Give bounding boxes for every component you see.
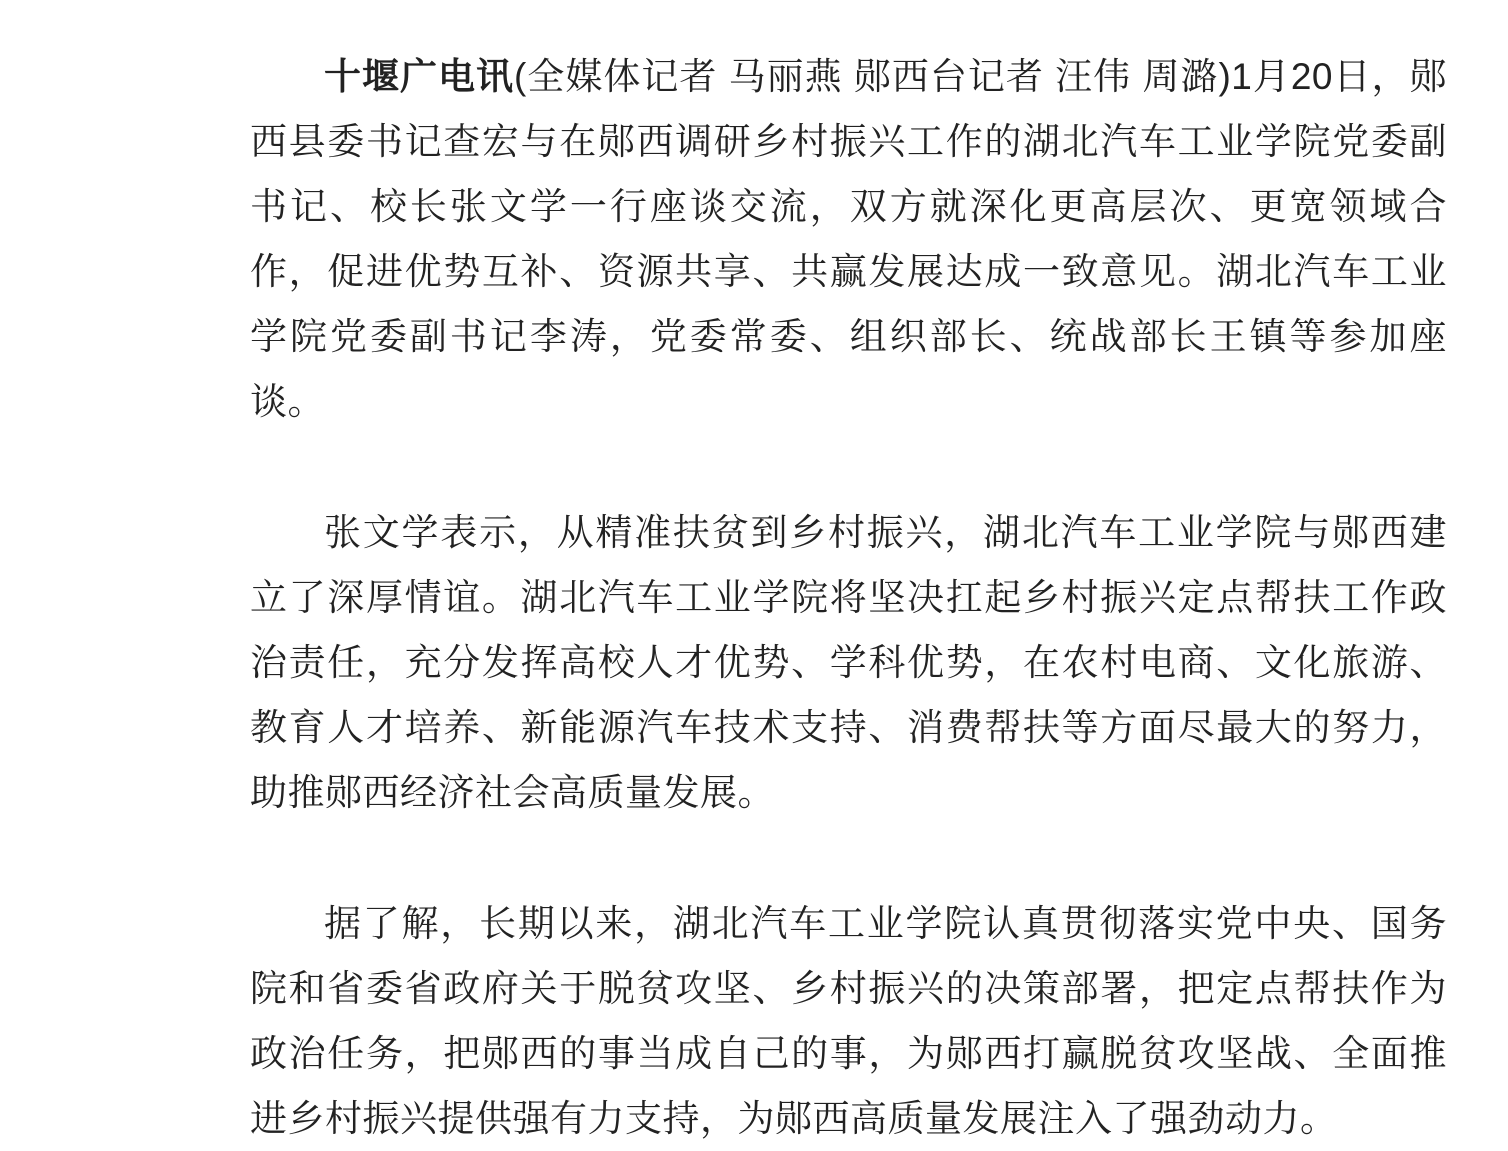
paragraph-text: 据了解，长期以来，湖北汽车工业学院认真贯彻落实党中央、国务院和省委省政府关于脱贫攻坚、乡村振兴的决策部署，把定点帮扶作为政治任务，把郧西的事当成自己的事，为郧西打赢脱贫攻坚战、全面推进乡村振兴提供强有力支持，为郧西高质量发展注入了强劲动力。 xyxy=(250,903,1447,1139)
paragraph-text: (全媒体记者 马丽燕 郧西台记者 汪伟 周潞)1月20日，郧西县委书记查宏与在郧西调研乡村振兴工作的湖北汽车工业学院党委副书记、校长张文学一行座谈交流，双方就深化更高层次、更宽领域合作，促进优势互补、资源共享、共赢发展达成一致意见。湖北汽车工业学院党委副书记李涛，党委常委、组织部长、统战部长王镇等参加座谈。 xyxy=(250,56,1447,422)
paragraph xyxy=(250,500,1447,825)
paragraph xyxy=(250,891,1447,1151)
paragraph-text: 张文学表示，从精准扶贫到乡村振兴，湖北汽车工业学院与郧西建立了深厚情谊。湖北汽车工业学院将坚决扛起乡村振兴定点帮扶工作政治责任，充分发挥高校人才优势、学科优势，在农村电商、文化旅游、教育人才培养、新能源汽车技术支持、消费帮扶等方面尽最大的努力，助推郧西经济社会高质量发展。 xyxy=(250,512,1447,813)
paragraph-lead-bold: 十堰广电讯 xyxy=(324,56,514,97)
paragraph xyxy=(250,44,1447,434)
article-body xyxy=(250,44,1447,1151)
